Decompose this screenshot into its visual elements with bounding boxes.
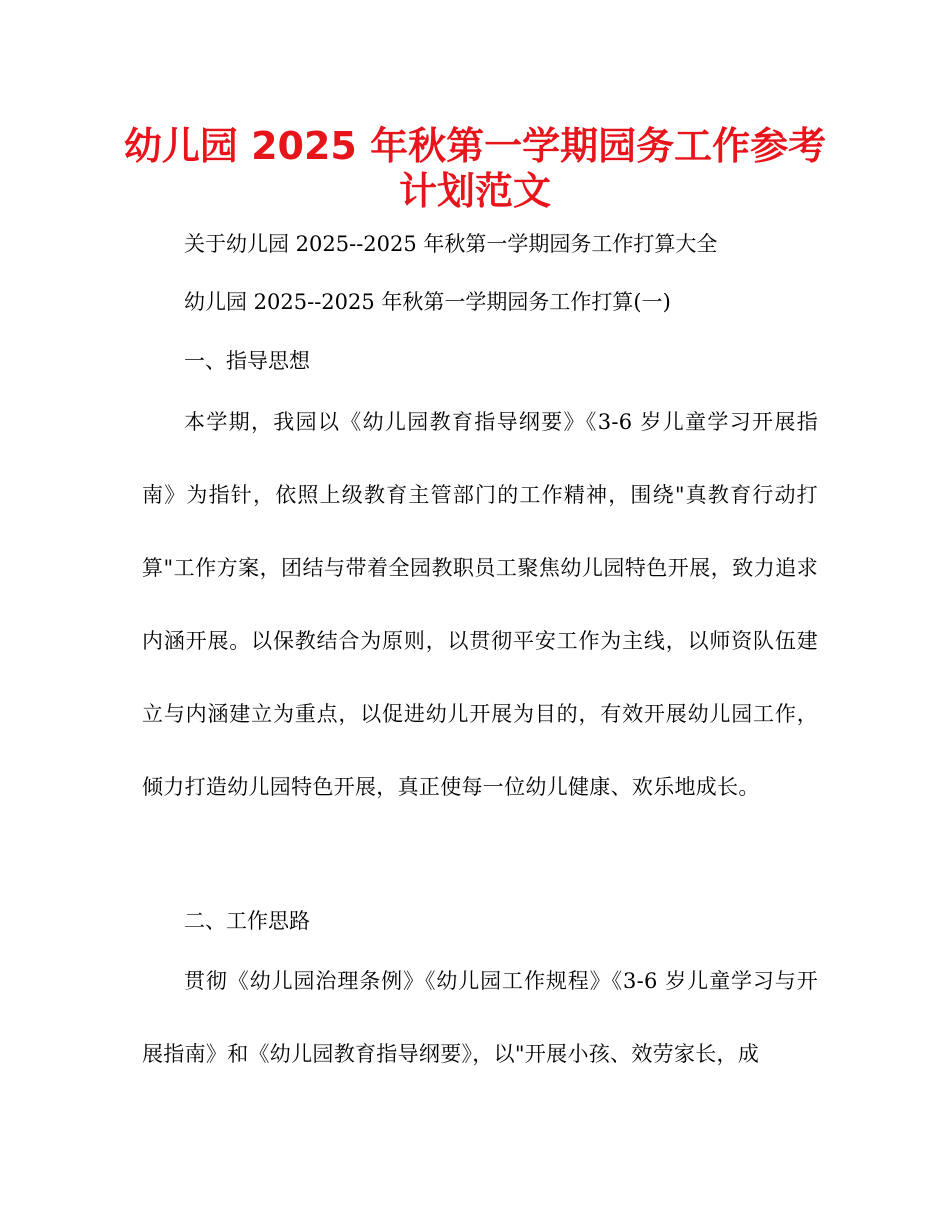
section-2-paragraph: 贯彻《幼儿园治理条例》《幼儿园工作规程》《3-6 岁儿童学习与开展指南》和《幼儿园教育指导纲要》，以"开展小孩、效劳家长，成 [142, 969, 818, 1066]
plan-heading: 幼儿园 2025--2025 年秋第一学期园务工作打算(一) [184, 290, 671, 314]
document-title-line-1: 幼儿园 2025 年秋第一学期园务工作参考 [123, 124, 827, 168]
section-2-heading: 二、工作思路 [184, 909, 310, 933]
document-title-line-2: 计划范文 [398, 169, 551, 213]
intro-line: 关于幼儿园 2025--2025 年秋第一学期园务工作打算大全 [184, 232, 718, 256]
section-1-paragraph: 本学期，我园以《幼儿园教育指导纲要》《3-6 岁儿童学习开展指南》为指针，依照上级教育主管部门的工作精神，围绕"真教育行动打算"工作方案，团结与带着全园教职员工聚焦幼儿园特色开展，致力追求内涵开展。以保教结合为原则，以贯彻平安工作为主线，以师资队伍建立与内涵建立为重点，以促进幼儿开展为目的，有效开展幼儿园工作，倾力打造幼儿园特色开展，真正使每一位幼儿健康、欢乐地成长。 [142, 410, 818, 799]
section-1-heading: 一、指导思想 [184, 349, 310, 373]
